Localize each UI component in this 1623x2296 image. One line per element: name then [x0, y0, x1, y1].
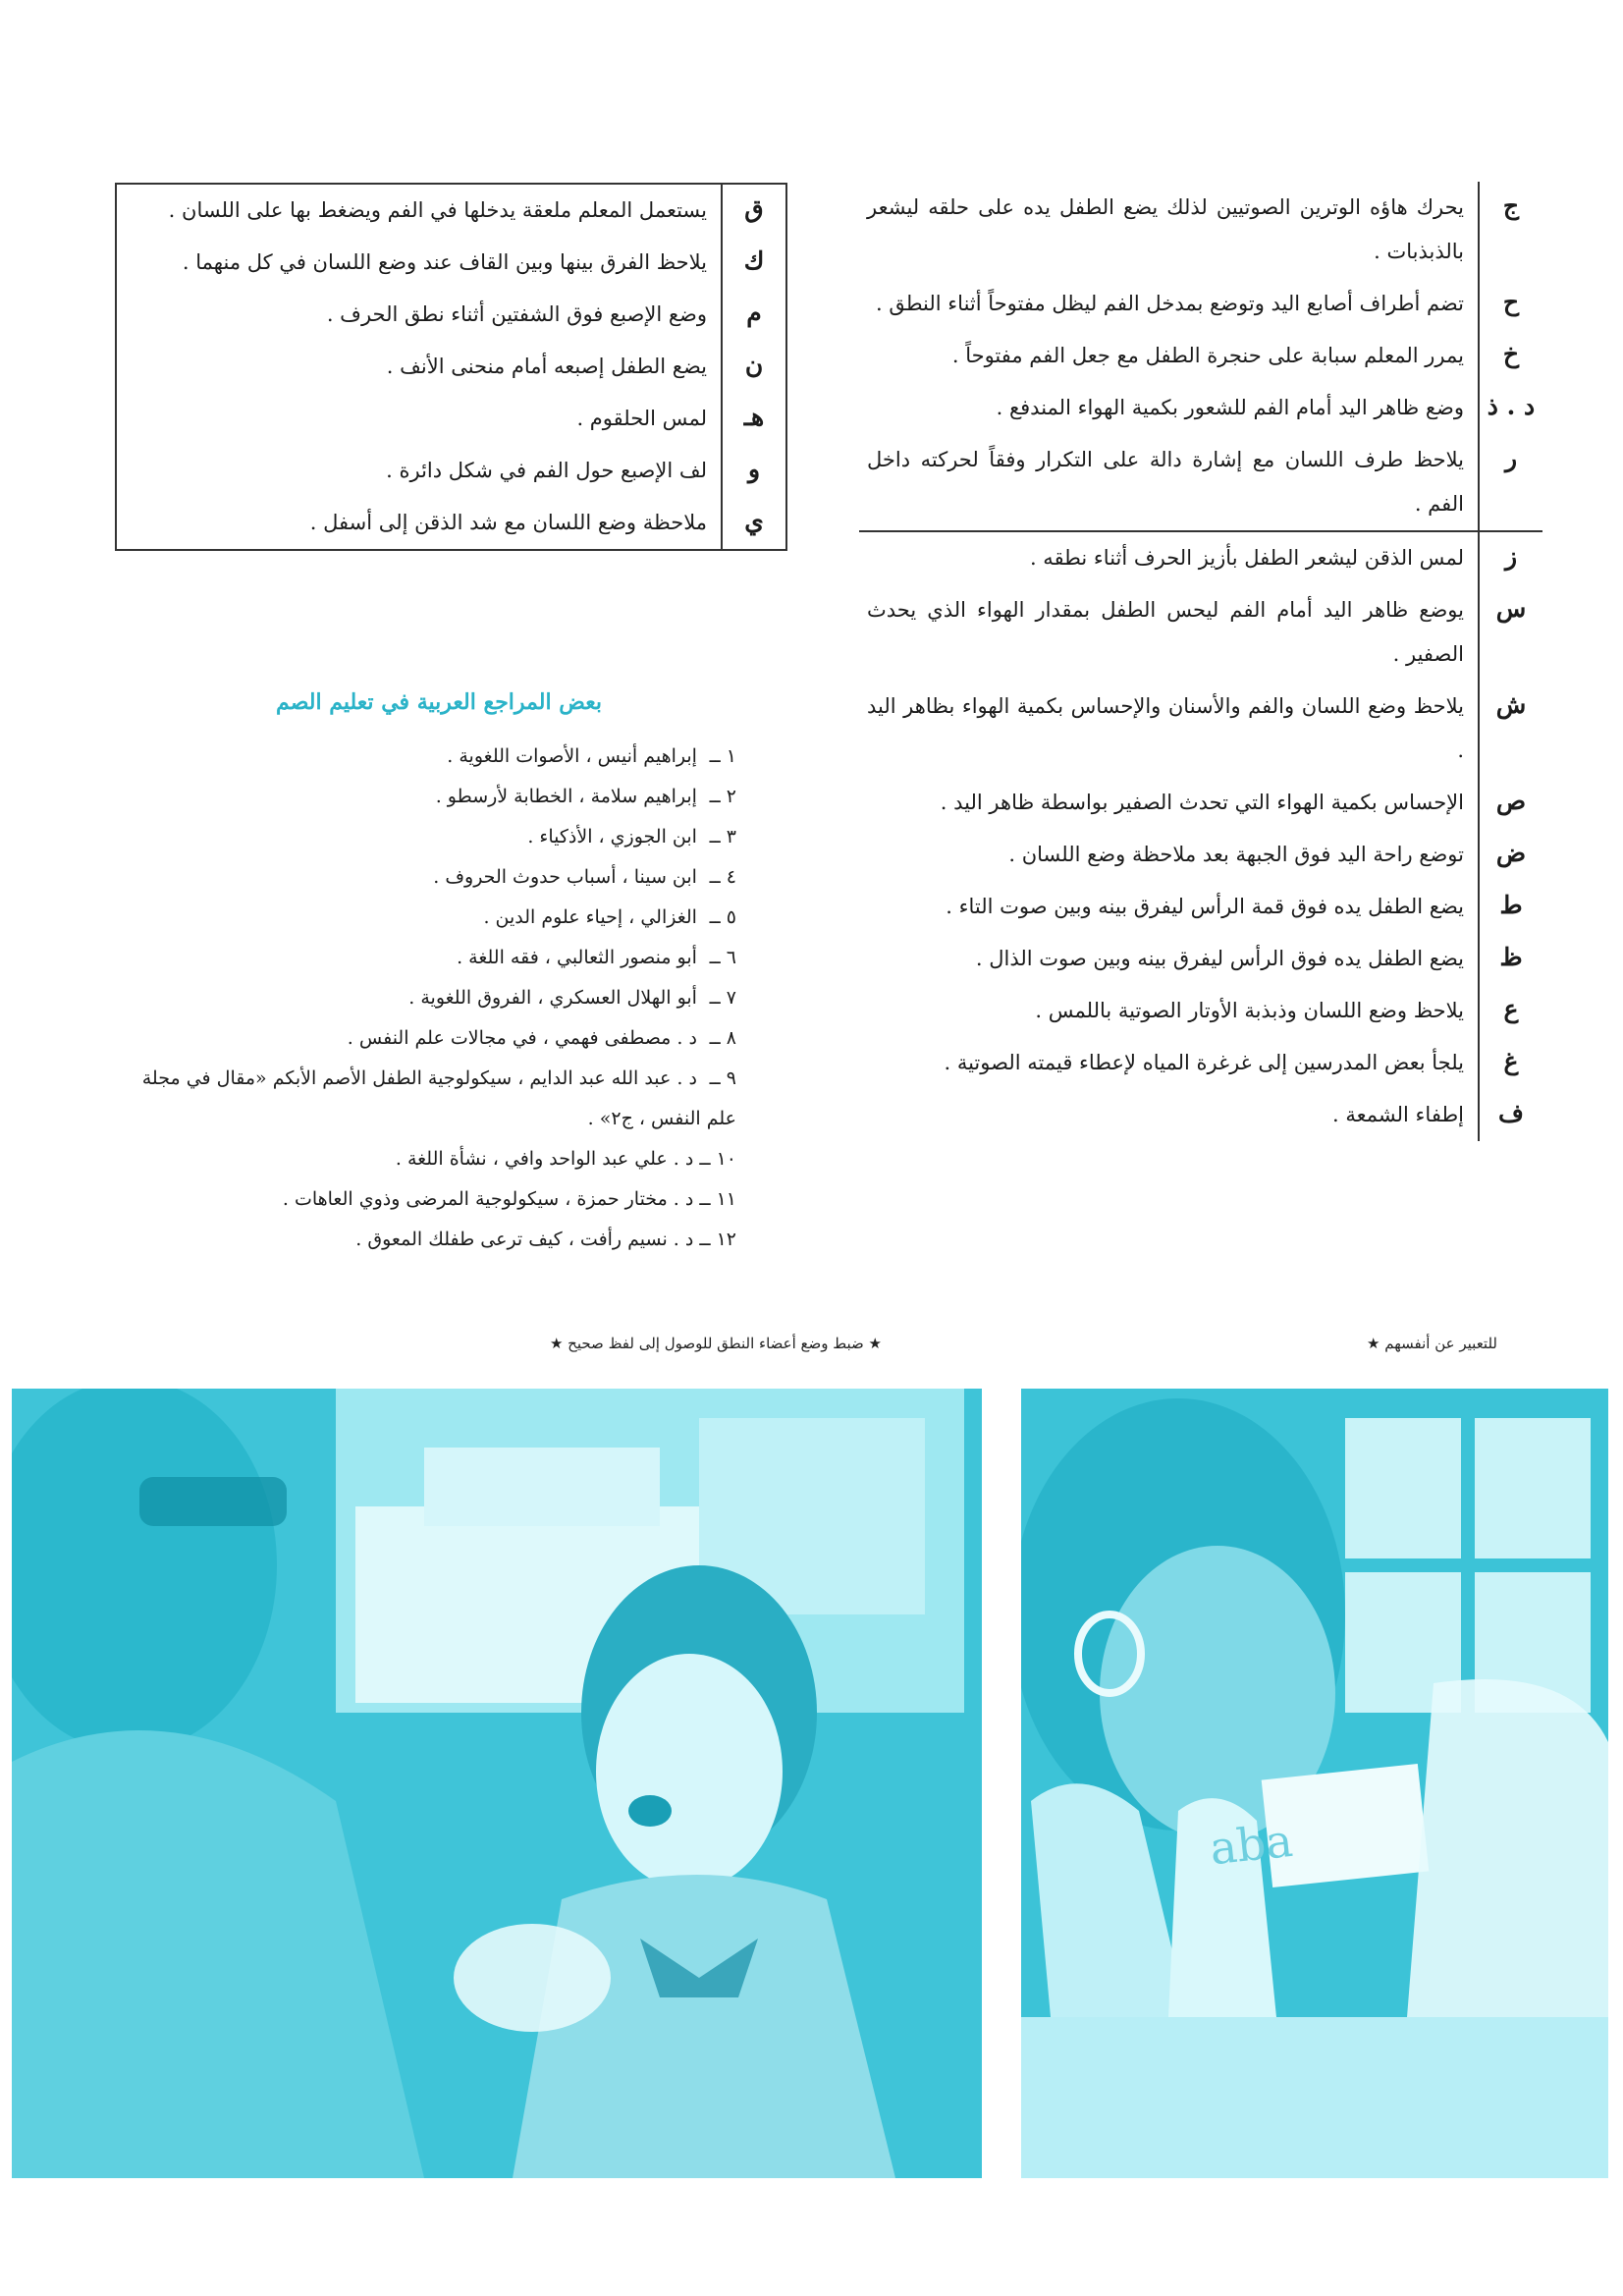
letter-row	[116, 341, 786, 393]
letter-row	[116, 445, 786, 497]
references-title: بعض المراجع العربية في تعليم الصم	[276, 689, 602, 715]
reference-item	[120, 1059, 758, 1139]
letter-row	[116, 184, 786, 237]
letter-instructions-table-right	[859, 182, 1542, 1141]
letter-row	[859, 278, 1542, 330]
instruction-cell: وضع ظاهر اليد أمام الفم للشعور بكمية الهواء المندفع .	[996, 396, 1464, 419]
reference-item	[120, 898, 758, 938]
letter-row	[859, 434, 1542, 531]
letter-row	[859, 382, 1542, 434]
reference-text: ابن الجوزي ، الأذكياء .	[527, 826, 697, 847]
letter-row	[859, 182, 1542, 278]
letter-cell: ح	[1479, 278, 1542, 330]
instruction-cell: يلاحظ الفرق بينها وبين القاف عند وضع اللسان في كل منهما .	[182, 250, 707, 274]
teacher-with-card-photo	[1021, 1389, 1608, 2178]
instruction-cell: توضع راحة اليد فوق الجبهة بعد ملاحظة وضع اللسان .	[1008, 843, 1464, 866]
reference-item	[120, 1139, 758, 1179]
teacher-and-girl-photo	[12, 1389, 982, 2178]
reference-number: ٧ ــ	[709, 987, 736, 1009]
letter-cell: د . ذ	[1479, 382, 1542, 434]
reference-number: ٨ ــ	[709, 1027, 736, 1049]
letter-cell: ر	[1479, 434, 1542, 531]
letter-row	[116, 393, 786, 445]
instruction-cell: وضع الإصبع فوق الشفتين أثناء نطق الحرف .	[326, 302, 707, 326]
reference-text: الغزالي ، إحياء علوم الدين .	[483, 906, 697, 928]
letter-cell: ك	[722, 237, 786, 289]
reference-number: ١٢ ــ	[699, 1229, 736, 1250]
teacher-and-girl-illustration	[12, 1389, 982, 2178]
letter-row	[859, 1037, 1542, 1089]
letter-row	[116, 497, 786, 550]
letter-cell: ز	[1479, 531, 1542, 584]
letter-cell: ض	[1479, 829, 1542, 881]
reference-text: د . علي عبد الواحد وافي ، نشأة اللغة .	[395, 1148, 694, 1170]
letter-row	[859, 933, 1542, 985]
instruction-cell: لف الإصبع حول الفم في شكل دائرة .	[386, 459, 707, 482]
instruction-cell: يحرك هاؤه الوترين الصوتيين لذلك يضع الطفل يده على حلقه ليشعر بالذبذبات .	[867, 195, 1464, 263]
reference-text: أبو منصور الثعالبي ، فقه اللغة .	[457, 947, 697, 968]
instruction-cell: يلاحظ وضع اللسان وذبذبة الأوتار الصوتية باللمس .	[1035, 999, 1464, 1022]
letter-cell: ص	[1479, 777, 1542, 829]
instruction-cell: يضع الطفل إصبعه أمام منحنى الأنف .	[386, 355, 707, 378]
table-right-body	[859, 182, 1542, 1141]
reference-text: أبو الهلال العسكري ، الفروق اللغوية .	[408, 987, 697, 1009]
letter-cell: م	[722, 289, 786, 341]
instruction-cell: لمس الحلقوم .	[576, 407, 707, 430]
table-left-body	[116, 184, 786, 550]
instruction-cell: يوضع ظاهر اليد أمام الفم ليحس الطفل بمقدار الهواء الذي يحدث الصفير .	[867, 598, 1464, 666]
reference-number: ٣ ــ	[709, 826, 736, 847]
letter-row	[859, 531, 1542, 584]
reference-text: د . مصطفى فهمي ، في مجالات علم النفس .	[347, 1027, 697, 1049]
letter-row	[859, 985, 1542, 1037]
instruction-cell: يمرر المعلم سبابة على حنجرة الطفل مع جعل الفم مفتوحاً .	[951, 344, 1464, 367]
letter-row	[859, 584, 1542, 681]
letter-row	[859, 330, 1542, 382]
letter-cell: ع	[1479, 985, 1542, 1037]
reference-item	[120, 1220, 758, 1260]
reference-item	[120, 817, 758, 857]
reference-item	[120, 1018, 758, 1059]
reference-number: ٦ ــ	[709, 947, 736, 968]
instruction-cell: يضع الطفل يده فوق قمة الرأس ليفرق بينه وبين صوت التاء .	[946, 895, 1464, 918]
letter-cell: ط	[1479, 881, 1542, 933]
reference-item	[120, 938, 758, 978]
instruction-cell: يستعمل المعلم ملعقة يدخلها في الفم ويضغط بها على اللسان .	[168, 198, 707, 222]
reference-number: ١٠ ــ	[699, 1148, 736, 1170]
letter-cell: هـ	[722, 393, 786, 445]
letter-cell: ش	[1479, 681, 1542, 777]
instruction-cell: يلاحظ وضع اللسان والفم والأسنان والإحساس بكمية الهواء بظاهر اليد .	[867, 694, 1464, 762]
photo-caption-right: للتعبير عن أنفسهم ★	[1367, 1335, 1497, 1352]
reference-item	[120, 737, 758, 777]
card-text: aba	[1207, 1813, 1296, 1876]
references-section	[120, 689, 758, 1260]
letter-cell: و	[722, 445, 786, 497]
letter-cell: ق	[722, 184, 786, 237]
reference-number: ٢ ــ	[709, 786, 736, 807]
reference-number: ٩ ــ	[709, 1067, 736, 1089]
letter-instructions-table-left	[115, 183, 787, 551]
instruction-cell: يلاحظ طرف اللسان مع إشارة دالة على التكرار وفقاً لحركته داخل الفم .	[867, 448, 1464, 516]
instruction-cell: إطفاء الشمعة .	[1332, 1103, 1464, 1126]
letter-cell: خ	[1479, 330, 1542, 382]
reference-number: ٥ ــ	[709, 906, 736, 928]
letter-cell: ن	[722, 341, 786, 393]
letter-cell: غ	[1479, 1037, 1542, 1089]
letter-cell: ج	[1479, 182, 1542, 278]
letter-cell: ي	[722, 497, 786, 550]
reference-text: إبراهيم سلامة ، الخطابة لأرسطو .	[435, 786, 697, 807]
instruction-cell: الإحساس بكمية الهواء التي تحدث الصفير بواسطة ظاهر اليد .	[940, 791, 1464, 814]
instruction-cell: يلجأ بعض المدرسين إلى غرغرة المياه لإعطاء قيمته الصوتية .	[944, 1051, 1464, 1074]
reference-number: ٤ ــ	[709, 866, 736, 888]
instruction-cell: لمس الذقن ليشعر الطفل بأزيز الحرف أثناء نطقه .	[859, 531, 1479, 584]
reference-text: ابن سينا ، أسباب حدوث الحروف .	[433, 866, 697, 888]
reference-item	[120, 857, 758, 898]
letter-cell: ف	[1479, 1089, 1542, 1141]
reference-text: د . عبد الله عبد الدايم ، سيكولوجية الطفل الأصم الأبكم «مقال في مجلة علم النفس ، ج٢» .	[141, 1067, 736, 1129]
letter-cell: ظ	[1479, 933, 1542, 985]
instruction-cell: ملاحظة وضع اللسان مع شد الذقن إلى أسفل .	[309, 511, 707, 534]
letter-row	[116, 237, 786, 289]
letter-row	[859, 829, 1542, 881]
reference-item	[120, 978, 758, 1018]
photo-caption-left: ★ ضبط وضع أعضاء النطق للوصول إلى لفظ صحيح ★	[549, 1335, 882, 1352]
teacher-with-card-illustration	[1021, 1389, 1608, 2178]
references-list	[120, 737, 758, 1260]
letter-row	[859, 881, 1542, 933]
letter-row	[859, 681, 1542, 777]
reference-text: د . مختار حمزة ، سيكولوجية المرضى وذوي العاهات .	[282, 1188, 694, 1210]
reference-item	[120, 1179, 758, 1220]
reference-text: إبراهيم أنيس ، الأصوات اللغوية .	[447, 745, 697, 767]
letter-row	[116, 289, 786, 341]
letter-row	[859, 777, 1542, 829]
reference-item	[120, 777, 758, 817]
reference-number: ١ ــ	[709, 745, 736, 767]
letter-row	[859, 1089, 1542, 1141]
reference-number: ١١ ــ	[699, 1188, 736, 1210]
instruction-cell: تضم أطراف أصابع اليد وتوضع بمدخل الفم ليظل مفتوحاً أثناء النطق .	[875, 292, 1464, 315]
instruction-cell: يضع الطفل يده فوق الرأس ليفرق بينه وبين صوت الذال .	[975, 947, 1464, 970]
reference-text: د . نسيم رأفت ، كيف ترعى طفلك المعوق .	[355, 1229, 694, 1250]
letter-cell: س	[1479, 584, 1542, 681]
